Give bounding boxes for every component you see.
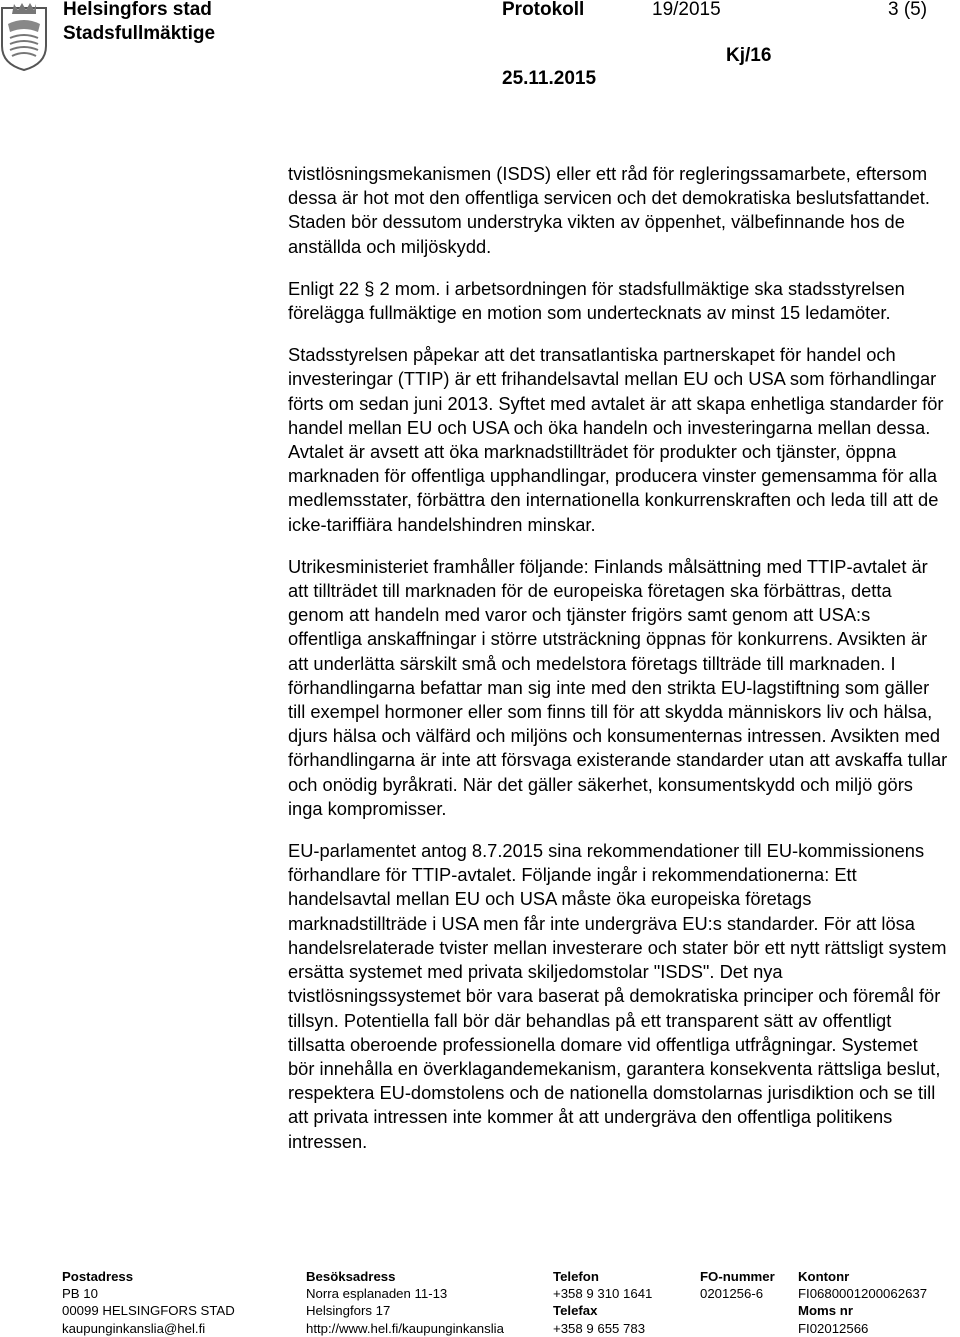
body-text bbox=[288, 162, 948, 1172]
visit-street: Norra esplanaden 11-13 bbox=[306, 1286, 448, 1302]
paragraph: Enligt 22 § 2 mom. i arbetsordningen för stadsfullmäktige ska stadsstyrelsen förelägga fullmäktige en motion som undertecknats av minst 15 ledamöter. bbox=[288, 277, 905, 324]
phone-label: Telefon bbox=[553, 1269, 599, 1284]
fax-value: +358 9 655 783 bbox=[553, 1320, 646, 1336]
footer-postal bbox=[62, 1268, 235, 1337]
footer-account bbox=[798, 1268, 927, 1337]
vat-label: Moms nr bbox=[798, 1303, 853, 1319]
meeting-date: 25.11.2015 bbox=[502, 68, 597, 89]
fax-label: Telefax bbox=[553, 1303, 598, 1319]
paragraph: Utrikesministeriet framhåller följande: Finlands målsättning med TTIP-avtalet är att tillträdet till marknaden för de europeiska företagen ska förbättras, detta genom att handeln med varor och tjänster frigörs samt genom att USA:s offentliga anskaffningar i större utsträckning öppnas för konkurrens. Avsikten är att underlätta särskilt små och medelstora företags tillträde till marknaden. I förhandlingarna befattar man sig inte med den strikta EU-lagstiftning som gäller till exempel hormoner eller som finns till för att skydda människors liv och hälsa, djurs hälsa och välfärd och miljöns och konsumenternas intressen. Avsikten med förhandlingarna är inte att försvaga existerande standarder utan att avskaffa tullar och onödig byråkrati. När det gäller säkerhet, konsumentskydd och miljö görs inga kompromisser. bbox=[288, 555, 948, 819]
footer-fo bbox=[700, 1268, 775, 1302]
fo-value: 0201256-6 bbox=[700, 1286, 764, 1302]
paragraph: EU-parlamentet antog 8.7.2015 sina rekommendationer till EU-kommissionens förhandlare för TTIP-avtalet. Följande ingår i rekommendationerna: Ett handelsavtal mellan EU och USA måste öka europeiska företags marknadstillträde i USA men får inte undergräva EU:s standarder. För att lösa handelsrelaterade tvister mellan investerare och stater bör ett nytt rättsligt system ersätta systemet med privata skiljedomstolar "ISDS". Det nya tvistlösningssystemet bör vara baserat på demokratiska principer och föremål för tillsyn. Potentiella fall bör där behandlas på ett transparent sätt av offentligt tillsatta oberoende professionella domare vid offentliga utfrågningar. Systemet bör innehålla en överklagandemekanism, garantera konsekventa rättsliga beslut, respektera EU-domstolens och de nationella domstolarnas jurisdiktion och se till att privata intressen inte kommer åt att undergräva den offentliga politikens intressen. bbox=[288, 840, 947, 1152]
postal-email: kaupunginkanslia@hel.fi bbox=[62, 1320, 206, 1336]
doc-type: Protokoll bbox=[502, 0, 585, 20]
protocol-number: 19/2015 bbox=[652, 0, 721, 20]
visit-url[interactable]: http://www.hel.fi/kaupunginkanslia bbox=[306, 1320, 504, 1336]
body-name: Stadsfullmäktige bbox=[63, 23, 216, 44]
vat-value: FI02012566 bbox=[798, 1320, 869, 1336]
postal-label: Postadress bbox=[62, 1269, 134, 1284]
account-label: Kontonr bbox=[798, 1269, 850, 1284]
page-number: 3 (5) bbox=[888, 0, 928, 20]
phone-value: +358 9 310 1641 bbox=[553, 1286, 653, 1302]
account-value: FI0680001200062637 bbox=[798, 1286, 928, 1302]
fo-label: FO-nummer bbox=[700, 1269, 775, 1284]
visit-label: Besöksadress bbox=[306, 1269, 396, 1284]
postal-city: 00099 HELSINGFORS STAD bbox=[62, 1303, 235, 1319]
footer-visit bbox=[306, 1268, 504, 1337]
case-number: Kj/16 bbox=[726, 45, 772, 66]
helsinki-coat-of-arms-logo bbox=[0, 0, 48, 72]
paragraph: Stadsstyrelsen påpekar att det transatlantiska partnerskapet för handel och investeringar (TTIP) är ett frihandelsavtal mellan EU och USA som förhandlingar förts om sedan juni 2013. Syftet med avtalet är att skapa enhetliga standarder för handel mellan EU och USA och öka handeln och investeringarna mellan dessa. Avtalet är avsett att öka marknadstillträdet för produkter och tjänster, öppna marknaden för offentliga upphandlingar, producera vinster gemensamma för alla medlemsstater, förbättra den internationella konkurrenskraften och leda till att de icke-tariffiära handelshindren minskar. bbox=[288, 344, 944, 535]
org-name: Helsingfors stad bbox=[63, 0, 212, 20]
paragraph: tvistlösningsmekanismen (ISDS) eller ett råd för regleringssamarbete, eftersom dessa är hot mot den offentliga servicen och det demokratiska beslutsfattandet. Staden bör dessutom understryka vikten av öppenhet, välbefinnande hos de anställda och miljöskydd. bbox=[288, 163, 930, 257]
footer-phone bbox=[553, 1268, 652, 1337]
postal-box: PB 10 bbox=[62, 1286, 98, 1302]
visit-city: Helsingfors 17 bbox=[306, 1303, 391, 1319]
